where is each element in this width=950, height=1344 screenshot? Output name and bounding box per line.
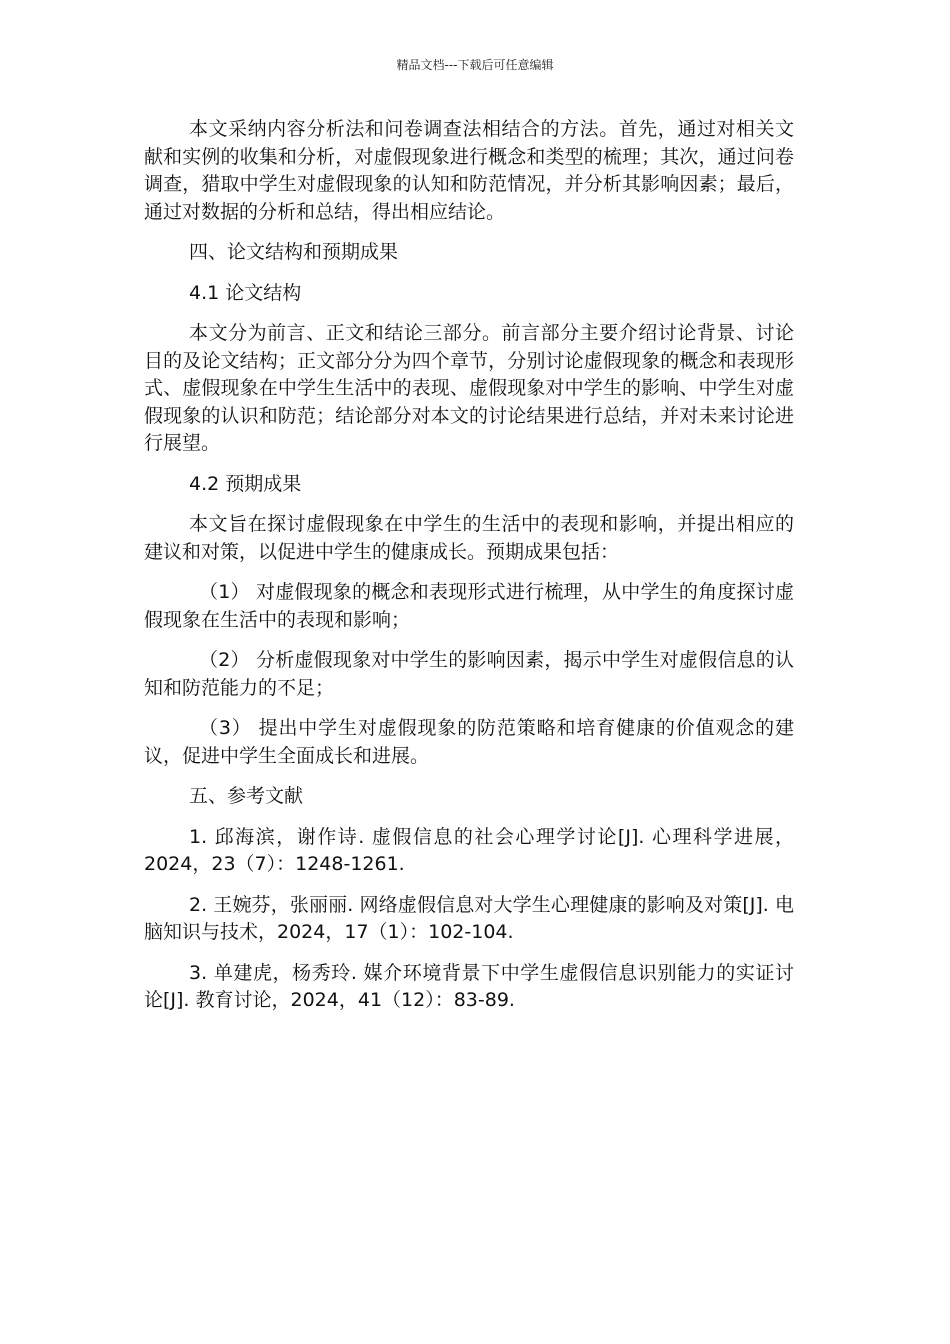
list-item-outcome-3: （3） 提出中学生对虚假现象的防范策略和培育健康的价值观念的建议，促进中学生全面成长和进展。 bbox=[144, 717, 794, 767]
document-body bbox=[144, 116, 794, 1028]
list-item-outcome-2: （2） 分析虚假现象对中学生的影响因素，揭示中学生对虚假信息的认知和防范能力的不足； bbox=[144, 649, 794, 699]
section-heading-references: 五、参考文献 bbox=[189, 785, 304, 807]
reference-item-3: 3. 单建虎，杨秀玲. 媒介环境背景下中学生虚假信息识别能力的实证讨论[J]. 教育讨论，2024，41（12）：83-89. bbox=[144, 961, 794, 1011]
page-header: 精品文档---下载后可任意编辑 bbox=[396, 58, 554, 72]
paragraph-outcomes-intro: 本文旨在探讨虚假现象在中学生的生活中的表现和影响，并提出相应的建议和对策，以促进中学生的健康成长。预期成果包括： bbox=[144, 513, 794, 563]
section-heading-structure-outcomes: 四、论文结构和预期成果 bbox=[189, 241, 399, 263]
subsection-heading-structure: 4.1 论文结构 bbox=[189, 281, 302, 304]
reference-item-1: 1. 邱海滨，谢作诗. 虚假信息的社会心理学讨论[J]. 心理科学进展，2024，23（7）：1248-1261. bbox=[144, 825, 794, 875]
paragraph-methods: 本文采纳内容分析法和问卷调查法相结合的方法。首先，通过对相关文献和实例的收集和分析，对虚假现象进行概念和类型的梳理；其次，通过问卷调查，猎取中学生对虚假现象的认知和防范情况，并分析其影响因素；最后，通过对数据的分析和总结，得出相应结论。 bbox=[144, 118, 794, 223]
list-item-outcome-1: （1） 对虚假现象的概念和表现形式进行梳理，从中学生的角度探讨虚假现象在生活中的表现和影响； bbox=[144, 581, 794, 631]
paragraph-structure: 本文分为前言、正文和结论三部分。前言部分主要介绍讨论背景、讨论目的及论文结构；正文部分分为四个章节，分别讨论虚假现象的概念和表现形式、虚假现象在中学生生活中的表现、虚假现象对中学生的影响、中学生对虚假现象的认识和防范；结论部分对本文的讨论结果进行总结，并对未来讨论进行展望。 bbox=[144, 322, 794, 454]
subsection-heading-outcomes: 4.2 预期成果 bbox=[189, 472, 302, 495]
reference-item-2: 2. 王婉芬，张丽丽. 网络虚假信息对大学生心理健康的影响及对策[J]. 电脑知识与技术，2024，17（1）：102-104. bbox=[144, 893, 794, 943]
